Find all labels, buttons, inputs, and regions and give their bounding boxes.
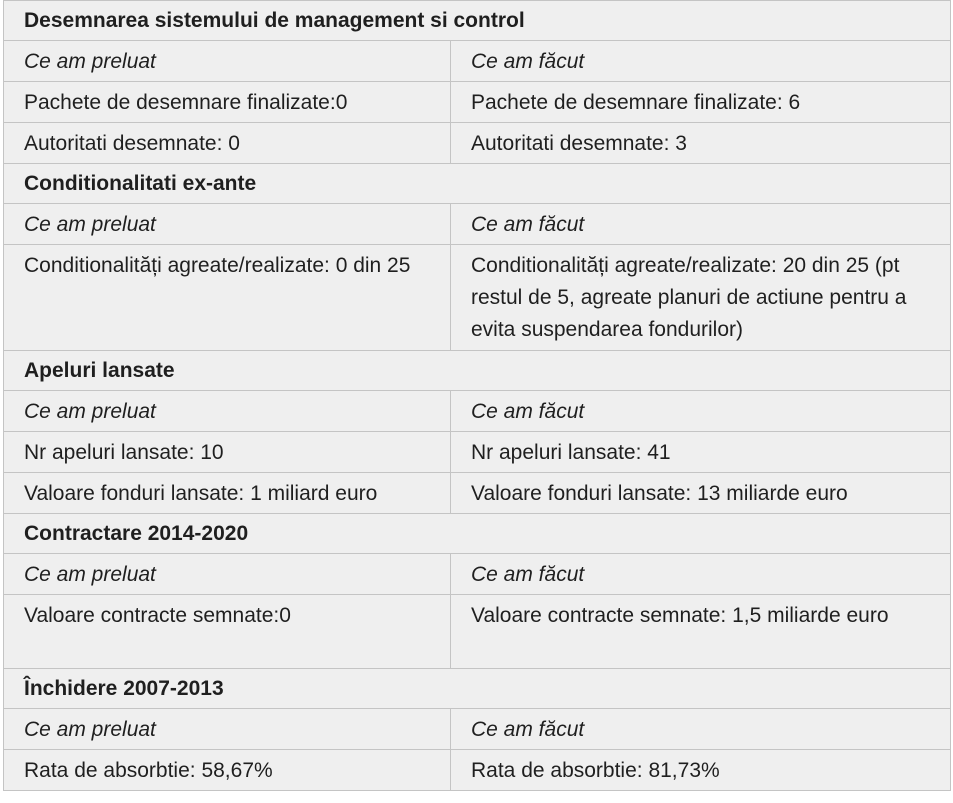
right-column-header: Ce am făcut [451,554,951,595]
after-cell: Conditionalități agreate/realizate: 20 din 25 (pt restul de 5, agreate planuri de actiune pentru a evita suspendarea fondurilor) [451,245,951,351]
section-header-row [4,1,951,41]
column-header-row [4,204,951,245]
before-cell: Conditionalități agreate/realizate: 0 din 25 [4,245,451,351]
left-column-header: Ce am preluat [4,709,451,750]
section-title: Contractare 2014-2020 [4,514,951,554]
table-row [4,123,951,164]
column-header-row [4,709,951,750]
table-row [4,245,951,351]
right-column-header: Ce am făcut [451,391,951,432]
section-header-row [4,164,951,204]
after-cell: Valoare contracte semnate: 1,5 miliarde euro [451,595,951,669]
table-row [4,750,951,791]
after-cell: Rata de absorbtie: 81,73% [451,750,951,791]
right-column-header: Ce am făcut [451,709,951,750]
table-row [4,432,951,473]
after-cell: Nr apeluri lansate: 41 [451,432,951,473]
summary-table [3,0,951,791]
right-column-header: Ce am făcut [451,204,951,245]
before-cell: Valoare contracte semnate:0 [4,595,451,669]
section-title: Apeluri lansate [4,351,951,391]
before-cell: Pachete de desemnare finalizate:0 [4,82,451,123]
after-cell: Pachete de desemnare finalizate: 6 [451,82,951,123]
left-column-header: Ce am preluat [4,41,451,82]
section-title: Conditionalitati ex-ante [4,164,951,204]
before-cell: Autoritati desemnate: 0 [4,123,451,164]
after-cell: Autoritati desemnate: 3 [451,123,951,164]
section-header-row [4,351,951,391]
left-column-header: Ce am preluat [4,554,451,595]
column-header-row [4,41,951,82]
column-header-row [4,391,951,432]
section-header-row [4,514,951,554]
section-title: Închidere 2007-2013 [4,669,951,709]
table-row [4,595,951,669]
right-column-header: Ce am făcut [451,41,951,82]
table-row [4,82,951,123]
before-cell: Valoare fonduri lansate: 1 miliard euro [4,473,451,514]
section-header-row [4,669,951,709]
section-title: Desemnarea sistemului de management si control [4,1,951,41]
left-column-header: Ce am preluat [4,391,451,432]
after-cell: Valoare fonduri lansate: 13 miliarde euro [451,473,951,514]
left-column-header: Ce am preluat [4,204,451,245]
column-header-row [4,554,951,595]
before-cell: Rata de absorbtie: 58,67% [4,750,451,791]
table-row [4,473,951,514]
before-cell: Nr apeluri lansate: 10 [4,432,451,473]
